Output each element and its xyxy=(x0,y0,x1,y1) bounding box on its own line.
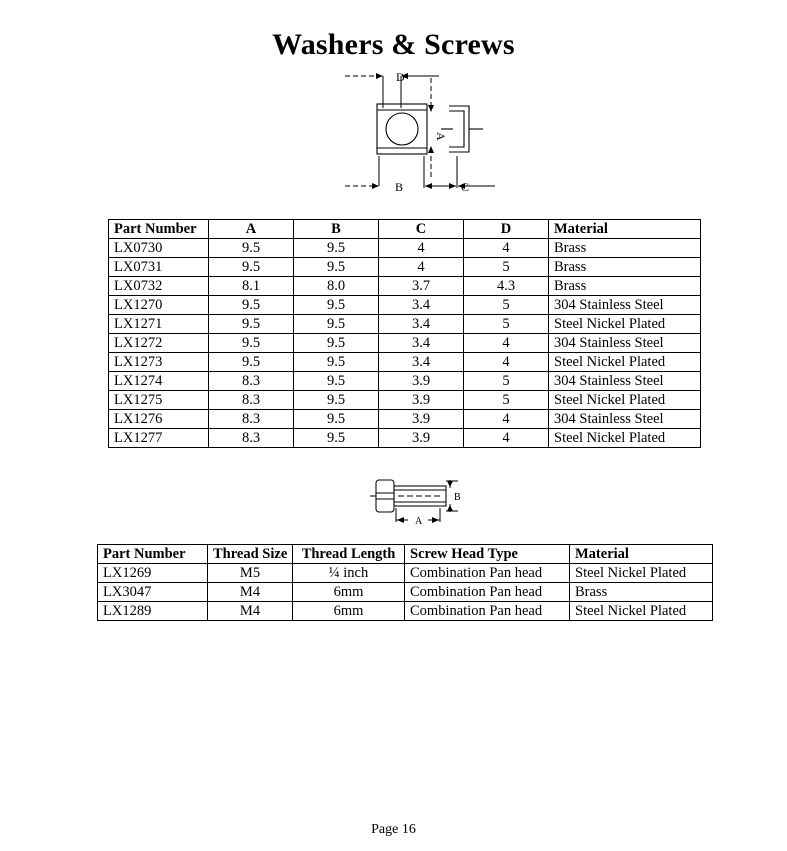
table-row xyxy=(98,564,713,583)
cell-c: 3.9 xyxy=(379,372,464,391)
cell-c: 3.9 xyxy=(379,391,464,410)
cell-a: 8.3 xyxy=(209,410,294,429)
cell-d: 4.3 xyxy=(464,277,549,296)
cell-b: 9.5 xyxy=(294,372,379,391)
cell-thread-size: M4 xyxy=(208,583,293,602)
screw-dimension-diagram xyxy=(366,472,472,530)
cell-part-number: LX1276 xyxy=(109,410,209,429)
washer-label-d: D xyxy=(396,70,405,84)
cell-b: 9.5 xyxy=(294,315,379,334)
cell-material: 304 Stainless Steel xyxy=(549,410,701,429)
cell-thread-length: ¼ inch xyxy=(293,564,405,583)
column-header-thread-length: Thread Length xyxy=(293,545,405,564)
cell-d: 5 xyxy=(464,372,549,391)
cell-a: 9.5 xyxy=(209,353,294,372)
cell-b: 9.5 xyxy=(294,258,379,277)
cell-head-type: Combination Pan head xyxy=(405,564,570,583)
cell-part-number: LX3047 xyxy=(98,583,208,602)
cell-a: 9.5 xyxy=(209,296,294,315)
cell-a: 9.5 xyxy=(209,258,294,277)
cell-a: 9.5 xyxy=(209,334,294,353)
washer-dimension-diagram xyxy=(335,62,515,197)
cell-d: 5 xyxy=(464,315,549,334)
cell-c: 3.9 xyxy=(379,410,464,429)
screw-spec-table xyxy=(97,544,713,621)
cell-a: 8.3 xyxy=(209,391,294,410)
cell-material: 304 Stainless Steel xyxy=(549,296,701,315)
screw-label-b: B xyxy=(454,492,461,503)
cell-c: 3.4 xyxy=(379,315,464,334)
column-header-part-number: Part Number xyxy=(98,545,208,564)
cell-b: 9.5 xyxy=(294,334,379,353)
cell-c: 4 xyxy=(379,239,464,258)
cell-thread-length: 6mm xyxy=(293,602,405,621)
cell-material: Steel Nickel Plated xyxy=(549,429,701,448)
cell-d: 4 xyxy=(464,334,549,353)
cell-d: 4 xyxy=(464,429,549,448)
cell-material: Steel Nickel Plated xyxy=(549,391,701,410)
table-header-row xyxy=(98,545,713,564)
cell-thread-size: M4 xyxy=(208,602,293,621)
cell-part-number: LX1277 xyxy=(109,429,209,448)
cell-thread-size: M5 xyxy=(208,564,293,583)
screw-diagram-svg xyxy=(366,472,472,530)
table-row xyxy=(109,353,701,372)
cell-c: 3.7 xyxy=(379,277,464,296)
table-row xyxy=(109,410,701,429)
cell-material: Steel Nickel Plated xyxy=(549,315,701,334)
cell-b: 9.5 xyxy=(294,391,379,410)
cell-material: Steel Nickel Plated xyxy=(549,353,701,372)
cell-a: 9.5 xyxy=(209,239,294,258)
table-row xyxy=(109,315,701,334)
cell-d: 4 xyxy=(464,410,549,429)
cell-part-number: LX1272 xyxy=(109,334,209,353)
cell-material: Brass xyxy=(570,583,713,602)
table-row xyxy=(98,583,713,602)
cell-b: 9.5 xyxy=(294,239,379,258)
washer-spec-table xyxy=(108,219,701,448)
column-header-part-number: Part Number xyxy=(109,220,209,239)
table-row xyxy=(98,602,713,621)
column-header-material: Material xyxy=(549,220,701,239)
cell-a: 9.5 xyxy=(209,315,294,334)
cell-material: 304 Stainless Steel xyxy=(549,334,701,353)
cell-material: 304 Stainless Steel xyxy=(549,372,701,391)
cell-part-number: LX1269 xyxy=(98,564,208,583)
cell-c: 4 xyxy=(379,258,464,277)
cell-d: 5 xyxy=(464,391,549,410)
cell-b: 9.5 xyxy=(294,410,379,429)
cell-a: 8.3 xyxy=(209,372,294,391)
washer-diagram-svg xyxy=(335,62,515,197)
cell-d: 5 xyxy=(464,258,549,277)
column-header-thread-size: Thread Size xyxy=(208,545,293,564)
cell-part-number: LX0731 xyxy=(109,258,209,277)
table-header-row xyxy=(109,220,701,239)
page-title: Washers & Screws xyxy=(272,28,515,62)
cell-b: 9.5 xyxy=(294,296,379,315)
screw-label-a: A xyxy=(415,516,423,527)
cell-c: 3.4 xyxy=(379,334,464,353)
washer-label-b: B xyxy=(395,180,404,194)
cell-part-number: LX1273 xyxy=(109,353,209,372)
cell-c: 3.9 xyxy=(379,429,464,448)
cell-b: 8.0 xyxy=(294,277,379,296)
cell-d: 4 xyxy=(464,239,549,258)
cell-material: Steel Nickel Plated xyxy=(570,564,713,583)
cell-part-number: LX1270 xyxy=(109,296,209,315)
table-row xyxy=(109,429,701,448)
cell-head-type: Combination Pan head xyxy=(405,583,570,602)
cell-part-number: LX1271 xyxy=(109,315,209,334)
cell-part-number: LX1289 xyxy=(98,602,208,621)
cell-c: 3.4 xyxy=(379,296,464,315)
column-header-screw-head-type: Screw Head Type xyxy=(405,545,570,564)
cell-d: 4 xyxy=(464,353,549,372)
column-header-c: C xyxy=(379,220,464,239)
cell-b: 9.5 xyxy=(294,353,379,372)
cell-head-type: Combination Pan head xyxy=(405,602,570,621)
column-header-d: D xyxy=(464,220,549,239)
washer-label-a: A xyxy=(434,132,448,141)
washer-label-c: C xyxy=(461,180,470,194)
column-header-a: A xyxy=(209,220,294,239)
cell-b: 9.5 xyxy=(294,429,379,448)
table-row xyxy=(109,258,701,277)
column-header-b: B xyxy=(294,220,379,239)
cell-material: Brass xyxy=(549,277,701,296)
cell-d: 5 xyxy=(464,296,549,315)
cell-c: 3.4 xyxy=(379,353,464,372)
cell-thread-length: 6mm xyxy=(293,583,405,602)
cell-a: 8.1 xyxy=(209,277,294,296)
table-row xyxy=(109,391,701,410)
column-header-material: Material xyxy=(570,545,713,564)
table-row xyxy=(109,296,701,315)
cell-material: Brass xyxy=(549,239,701,258)
cell-part-number: LX1275 xyxy=(109,391,209,410)
cell-part-number: LX1274 xyxy=(109,372,209,391)
cell-part-number: LX0732 xyxy=(109,277,209,296)
table-row xyxy=(109,277,701,296)
cell-material: Brass xyxy=(549,258,701,277)
page-footer: Page 16 xyxy=(371,822,416,837)
cell-material: Steel Nickel Plated xyxy=(570,602,713,621)
table-row xyxy=(109,372,701,391)
cell-part-number: LX0730 xyxy=(109,239,209,258)
cell-a: 8.3 xyxy=(209,429,294,448)
table-row xyxy=(109,334,701,353)
table-row xyxy=(109,239,701,258)
